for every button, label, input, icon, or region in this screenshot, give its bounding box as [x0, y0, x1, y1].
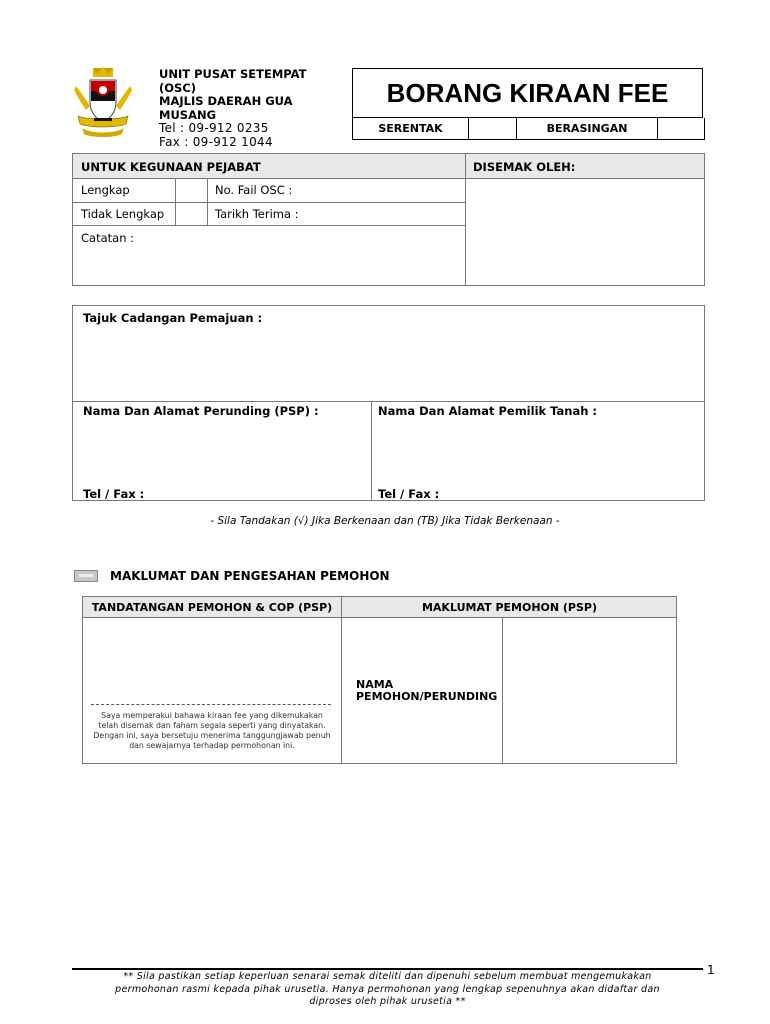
file-number-label: No. Fail OSC : [215, 183, 293, 197]
footer-rule [72, 968, 703, 970]
applicant-info-column-header: MAKLUMAT PEMOHON (PSP) [421, 601, 598, 614]
incomplete-checkbox[interactable] [176, 203, 207, 225]
option-berasingan-checkbox[interactable] [658, 118, 704, 139]
org-line-1: UNIT PUSAT SETEMPAT [159, 67, 307, 81]
submission-type-row [352, 118, 705, 140]
org-telephone: Tel : 09-912 0235 [159, 121, 269, 135]
consultant-tel-fax-label: Tel / Fax : [83, 487, 145, 501]
org-line-3: MAJLIS DAERAH GUA [159, 94, 293, 108]
complete-label: Lengkap [81, 183, 130, 197]
org-line-4: MUSANG [159, 107, 217, 122]
council-crest-logo [72, 66, 134, 138]
organisation-name [159, 68, 307, 149]
project-title-label: Tajuk Cadangan Pemajuan : [83, 311, 263, 325]
option-serentak-checkbox[interactable] [469, 118, 517, 139]
page-number: 1 [707, 963, 715, 977]
signature-area[interactable] [83, 618, 341, 703]
project-details-box [72, 305, 705, 501]
date-received-label: Tarikh Terima : [215, 207, 299, 221]
signature-column-header: TANDATANGAN PEMOHON & COP (PSP) [91, 601, 333, 614]
notes-label: Catatan : [81, 231, 135, 245]
signature-line [91, 704, 331, 705]
incomplete-label: Tidak Lengkap [81, 207, 165, 221]
consultant-label: Nama Dan Alamat Perunding (PSP) : [83, 404, 319, 418]
office-use-table [72, 153, 705, 286]
declaration-text: Saya memperakui bahawa kiraan fee yang dikemukakan telah disemak dan faham segala seperti yang dinyatakan. Dengan ini, saya bersetuju menerima tanggungjawab penuh dan sewajarnya terhadap permohonan ini. [93, 711, 331, 750]
section-bullet-icon [74, 570, 98, 582]
landowner-label: Nama Dan Alamat Pemilik Tanah : [378, 404, 598, 418]
form-title: BORANG KIRAAN FEE [352, 68, 703, 118]
org-line-2: (OSC) [159, 80, 197, 95]
landowner-tel-fax-label: Tel / Fax : [378, 487, 440, 501]
option-berasingan-label: BERASINGAN [517, 118, 658, 139]
applicant-table [82, 596, 677, 764]
complete-checkbox[interactable] [176, 179, 207, 202]
checked-by-label: DISEMAK OLEH: [473, 160, 576, 174]
org-fax: Fax : 09-912 1044 [159, 134, 273, 149]
applicant-section-title: MAKLUMAT DAN PENGESAHAN PEMOHON [110, 569, 390, 583]
office-header-label: UNTUK KEGUNAAN PEJABAT [81, 160, 261, 174]
instruction-note: - Sila Tandakan (√) Jika Berkenaan dan (TB) Jika Tidak Berkenaan - [210, 515, 560, 527]
applicant-name-field[interactable] [503, 618, 677, 764]
footer-note: ** Sila pastikan setiap keperluan senarai semak diteliti dan dipenuhi sebelum membuat mengemukakan permohonan rasmi kepada pihak urusetia. Hanya permohonan yang lengkap sepenuhnya akan didaftar dan diproses oleh pihak urusetia ** [115, 971, 660, 1007]
option-serentak-label: SERENTAK [353, 118, 469, 139]
applicant-name-label: NAMA PEMOHON/PERUNDING [356, 678, 498, 703]
